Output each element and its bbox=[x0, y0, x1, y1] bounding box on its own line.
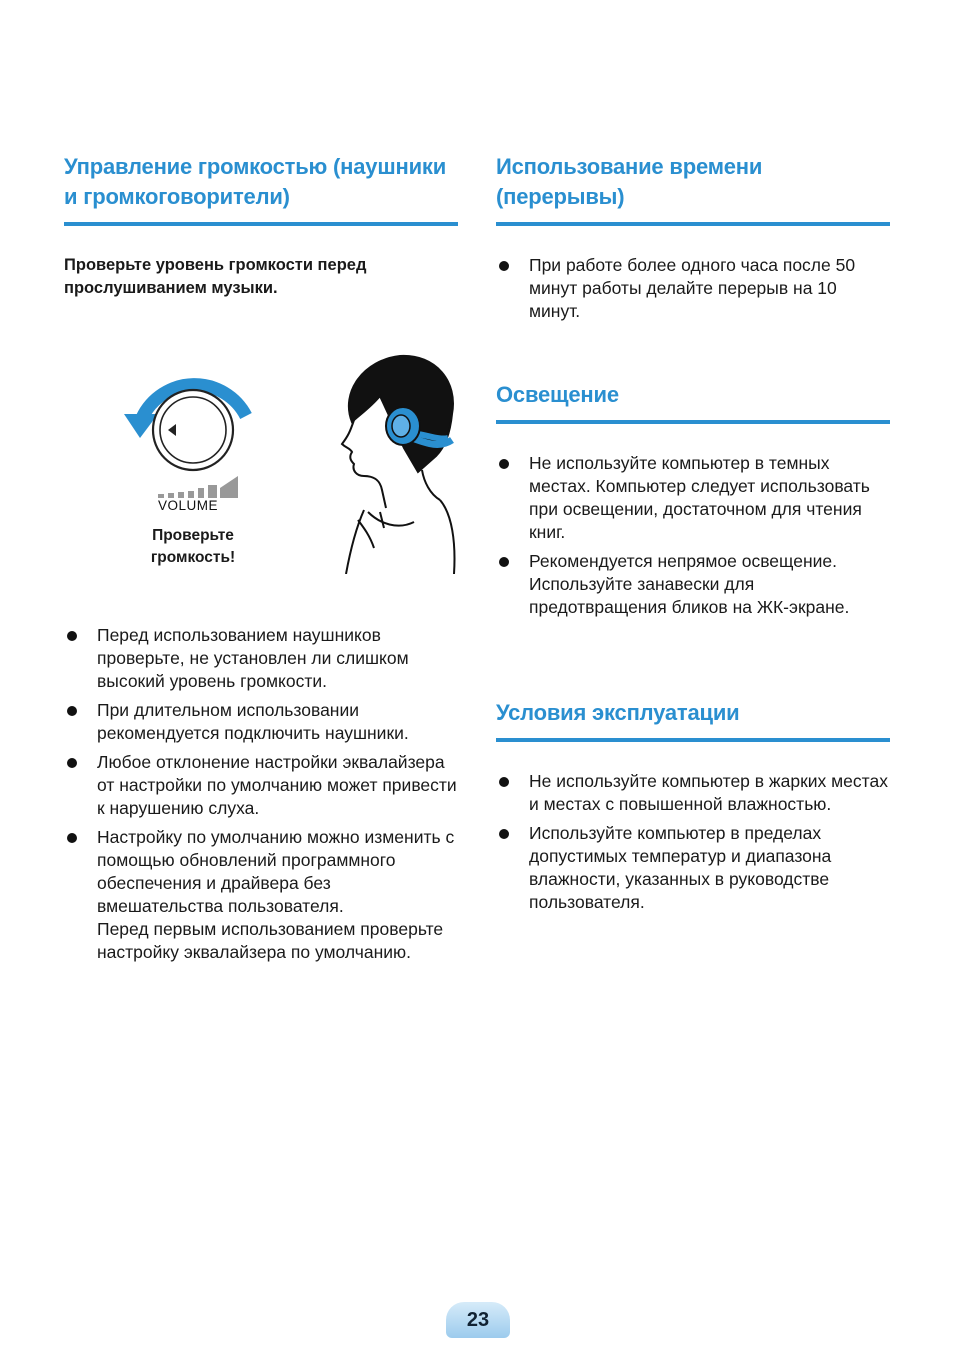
volume-intro: Проверьте уровень громкости перед прослушиванием музыки. bbox=[64, 256, 367, 297]
breaks-section-heading: Использование времени (перерывы) bbox=[496, 152, 890, 226]
list-item: Рекомендуется непрямое освещение. Используйте занавески для предотвращения бликов на ЖК-экране. bbox=[496, 550, 890, 619]
lighting-section-heading: Освещение bbox=[496, 380, 890, 424]
breaks-section bbox=[496, 152, 890, 329]
volume-bullet-list bbox=[64, 624, 458, 964]
volume-section-heading: Управление громкостью (наушники и громкоговорители) bbox=[64, 152, 458, 226]
list-item: Используйте компьютер в пределах допустимых температур и диапазона влажности, указанных в руководстве пользователя. bbox=[496, 822, 890, 914]
volume-label: VOLUME bbox=[158, 498, 219, 513]
volume-knob-icon bbox=[124, 385, 246, 470]
list-item-extra-text: Перед первым использованием проверьте настройку эквалайзера по умолчанию. bbox=[97, 919, 444, 962]
list-item: Перед использованием наушников проверьте, не установлен ли слишком высокий уровень громкости. bbox=[64, 624, 458, 693]
list-item: При работе более одного часа после 50 минут работы делайте перерыв на 10 минут. bbox=[496, 254, 890, 323]
list-item bbox=[64, 826, 458, 964]
breaks-bullet-list bbox=[496, 254, 890, 323]
conditions-section bbox=[496, 698, 890, 920]
conditions-bullet-list bbox=[496, 770, 890, 914]
list-item: Не используйте компьютер в жарких местах и местах с повышенной влажностью. bbox=[496, 770, 890, 816]
check-volume-label: Проверьте громкость! bbox=[150, 527, 236, 566]
volume-section bbox=[64, 152, 458, 300]
volume-level-bars-icon bbox=[158, 476, 238, 498]
list-item-text: Настройку по умолчанию можно изменить с помощью обновлений программного обеспечения и драйвера без вмешательства пользователя. bbox=[97, 827, 455, 916]
lighting-section bbox=[496, 380, 890, 625]
list-item: Не используйте компьютер в темных местах. Компьютер следует использовать при освещении, достаточном для чтения книг. bbox=[496, 452, 890, 544]
person-with-headphones-icon bbox=[342, 356, 454, 574]
lighting-bullet-list bbox=[496, 452, 890, 619]
page-number: 23 bbox=[446, 1302, 510, 1338]
volume-bullets-section bbox=[64, 624, 458, 970]
conditions-section-heading: Условия эксплуатации bbox=[496, 698, 890, 742]
list-item: При длительном использовании рекомендуется подключить наушники. bbox=[64, 699, 458, 745]
list-item: Любое отклонение настройки эквалайзера от настройки по умолчанию может привести к нарушению слуха. bbox=[64, 751, 458, 820]
